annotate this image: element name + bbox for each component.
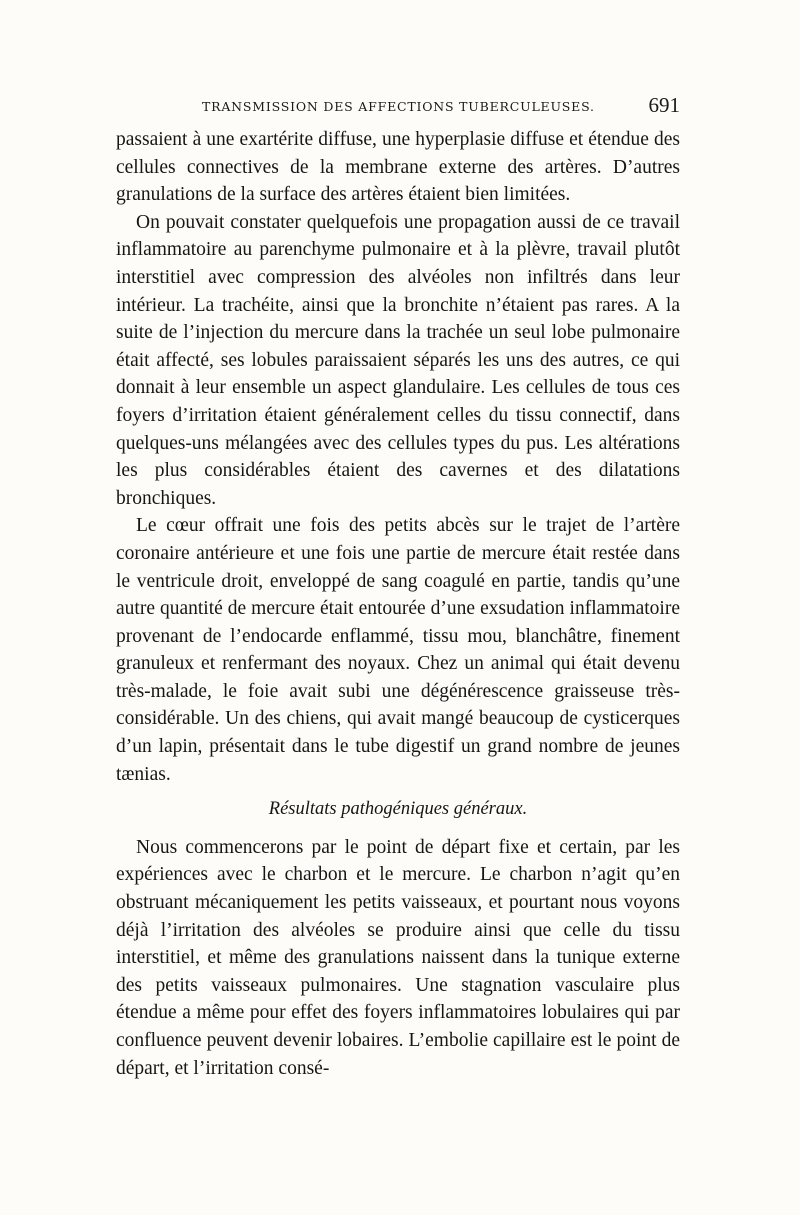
body-text	[116, 126, 680, 1082]
running-title: TRANSMISSION DES AFFECTIONS TUBERCULEUSES.	[202, 99, 595, 114]
paragraph-propagation: On pouvait constater quelquefois une propagation aussi de ce travail inflammatoire au parenchyme pulmonaire et à la plèvre, travail plutôt interstitiel avec compression des alvéoles non infiltrés dans leur intérieur. La trachéite, ainsi que la bronchite n’étaient pas rares. A la suite de l’injection du mercure dans la trachée un seul lobe pulmonaire était affecté, ses lobules paraissaient séparés les uns des autres, ce qui donnait à leur ensemble un aspect glandulaire. Les cellules de tous ces foyers d’irritation étaient généralement celles du tissu connectif, dans quelques-uns mélangées avec des cellules types du pus. Les altérations les plus considérables étaient des cavernes et des dilatations bronchiques.	[116, 211, 680, 509]
paragraph-heart: Le cœur offrait une fois des petits abcès sur le trajet de l’artère coronaire antérieure et une fois une partie de mercure était restée dans le ventricule droit, enveloppé de sang coagulé en partie, tandis qu’une autre quantité de mercure était entourée d’une exsudation inflammatoire provenant de l’endocarde enflammé, tissu mou, blanchâtre, finement granuleux et renfermant des noyaux. Chez un animal qui était devenu très-malade, le foie avait subi une dégénérescence graisseuse très-considérable. Un des chiens, qui avait mangé beaucoup de cysticerques d’un lapin, présentait dans le tube digestif un grand nombre de jeunes tænias.	[116, 515, 680, 785]
page-header	[116, 93, 680, 119]
page-number: 691	[648, 93, 680, 117]
section-heading: Résultats pathogéniques généraux.	[268, 799, 528, 820]
paragraph-continued: passaient à une exartérite diffuse, une hyperplasie diffuse et étendue des cellules connectives de la membrane externe des artères. D’autres granulations de la surface des artères étaient bien limitées.	[116, 129, 680, 206]
paragraph-results: Nous commencerons par le point de départ fixe et certain, par les expériences avec le charbon et le mercure. Le charbon n’agit qu’en obstruant mécaniquement les petits vaisseaux, et pourtant nous voyons déjà l’irritation des alvéoles se produire ainsi que celle du tissu interstitiel, et même des granulations naissent dans la tunique externe des petits vaisseaux pulmonaires. Une stagnation vasculaire plus étendue a même pour effet des foyers inflammatoires lobulaires qui par confluence peuvent devenir lobaires. L’embolie capillaire est le point de départ, et l’irritation consé-	[116, 836, 680, 1079]
